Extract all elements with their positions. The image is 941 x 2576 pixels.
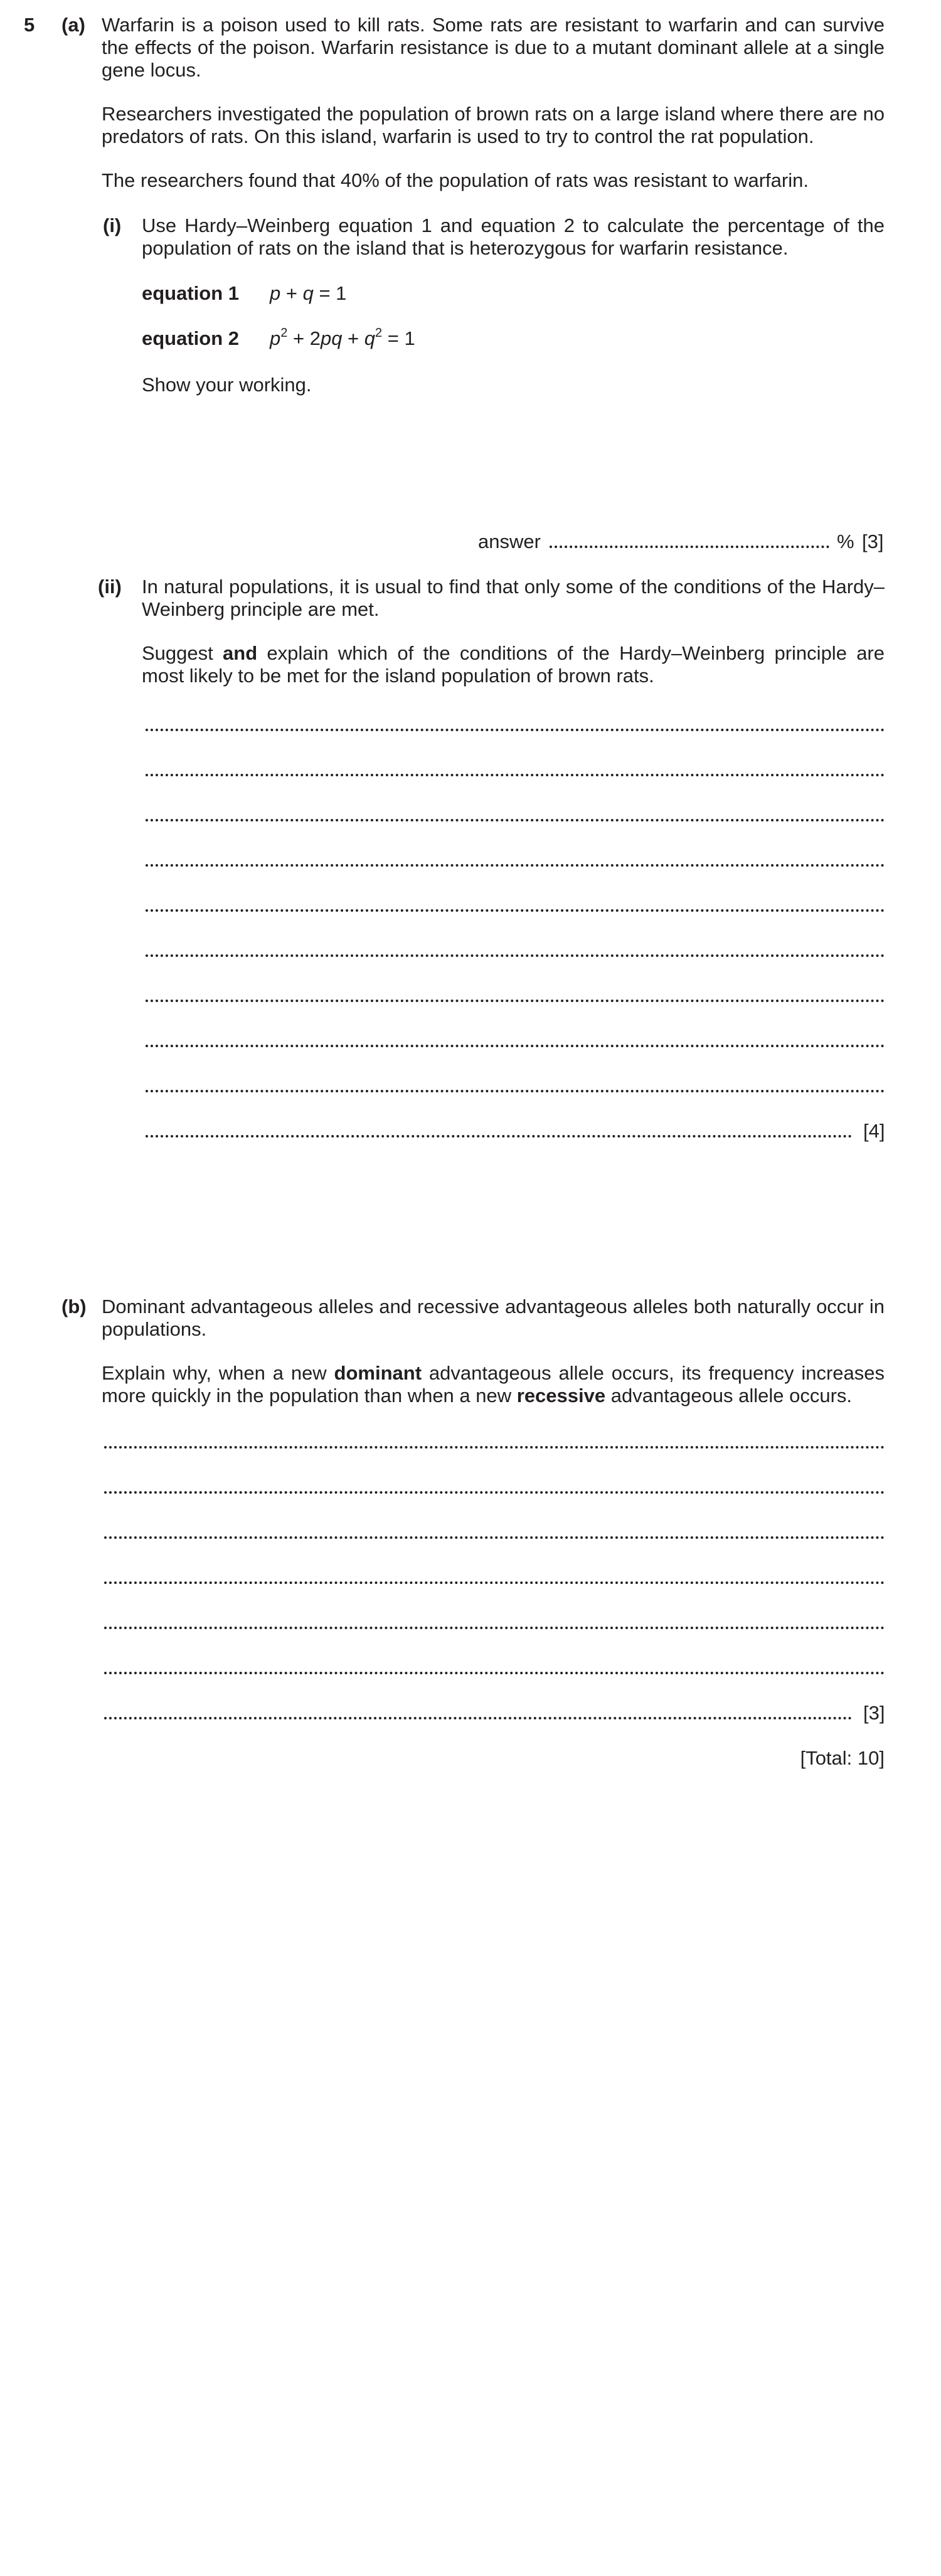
part-a-intro-2: Researchers investigated the population of brown rats on a large island where there are no predators of rats. On this island, warfarin is used to try to control the rat population. (102, 103, 885, 147)
answer-label: answer (478, 531, 541, 552)
total-marks: [Total: 10] (800, 1747, 885, 1769)
part-b-label: (b) (61, 1296, 87, 1317)
answer-line[interactable] (104, 1672, 885, 1674)
part-a-intro-1: Warfarin is a poison used to kill rats. Some rats are resistant to warfarin and can survive the effects of the poison. Warfarin resistance is due to a mutant dominant allele at a single gene locus. (102, 14, 885, 81)
sub-ii-text: In natural populations, it is usual to find that only some of the conditions of the Hardy–Weinberg principle are met. (142, 576, 885, 620)
answer-line[interactable] (146, 864, 885, 867)
equation-1: p + q = 1 (270, 282, 347, 304)
answer-line[interactable] (104, 1446, 885, 1449)
sub-i-label: (i) (103, 214, 122, 236)
sub-i-text: Use Hardy–Weinberg equation 1 and equation 2 to calculate the percentage of the population of rats on the island that is heterozygous for warfarin resistance. (142, 214, 885, 259)
answer-line[interactable] (146, 909, 885, 912)
answer-unit: % (837, 531, 854, 552)
answer-line[interactable] (146, 1000, 885, 1002)
sub-ii-marks: [4] (863, 1120, 885, 1142)
answer-line[interactable] (146, 1135, 852, 1138)
answer-line[interactable] (146, 774, 885, 776)
part-b-text-2: Explain why, when a new dominant advantageous allele occurs, its frequency increases more quickly in the population than when a new recessive advantageous allele occurs. (102, 1362, 885, 1407)
part-a-label: (a) (61, 14, 85, 36)
answer-line[interactable] (146, 1090, 885, 1092)
part-b-marks: [3] (863, 1702, 885, 1724)
answer-line[interactable] (146, 819, 885, 821)
equation-1-label: equation 1 (142, 282, 240, 304)
answer-line[interactable] (104, 1491, 885, 1494)
sub-ii-label: (ii) (98, 576, 122, 598)
answer-line[interactable] (146, 954, 885, 957)
answer-line[interactable] (104, 1627, 885, 1629)
sub-ii-instruction: Suggest and explain which of the conditions of the Hardy–Weinberg principle are most likely to be met for the island population of brown rats. (142, 642, 885, 687)
question-number: 5 (24, 14, 35, 36)
answer-line[interactable] (104, 1536, 885, 1539)
part-a-intro-3: The researchers found that 40% of the population of rats was resistant to warfarin. (102, 169, 809, 191)
show-working: Show your working. (142, 374, 312, 396)
answer-line[interactable] (146, 1045, 885, 1047)
answer-line[interactable] (146, 729, 885, 731)
answer-field[interactable] (550, 546, 829, 548)
equation-2-label: equation 2 (142, 327, 240, 349)
part-b-text-1: Dominant advantageous alleles and recessive advantageous alleles both naturally occur in populations. (102, 1296, 885, 1340)
answer-line[interactable] (104, 1717, 852, 1719)
answer-line[interactable] (104, 1581, 885, 1584)
sub-i-marks: [3] (862, 531, 884, 552)
equation-2: $p^2 + 2pq + q^2 = 1$ (270, 325, 415, 349)
